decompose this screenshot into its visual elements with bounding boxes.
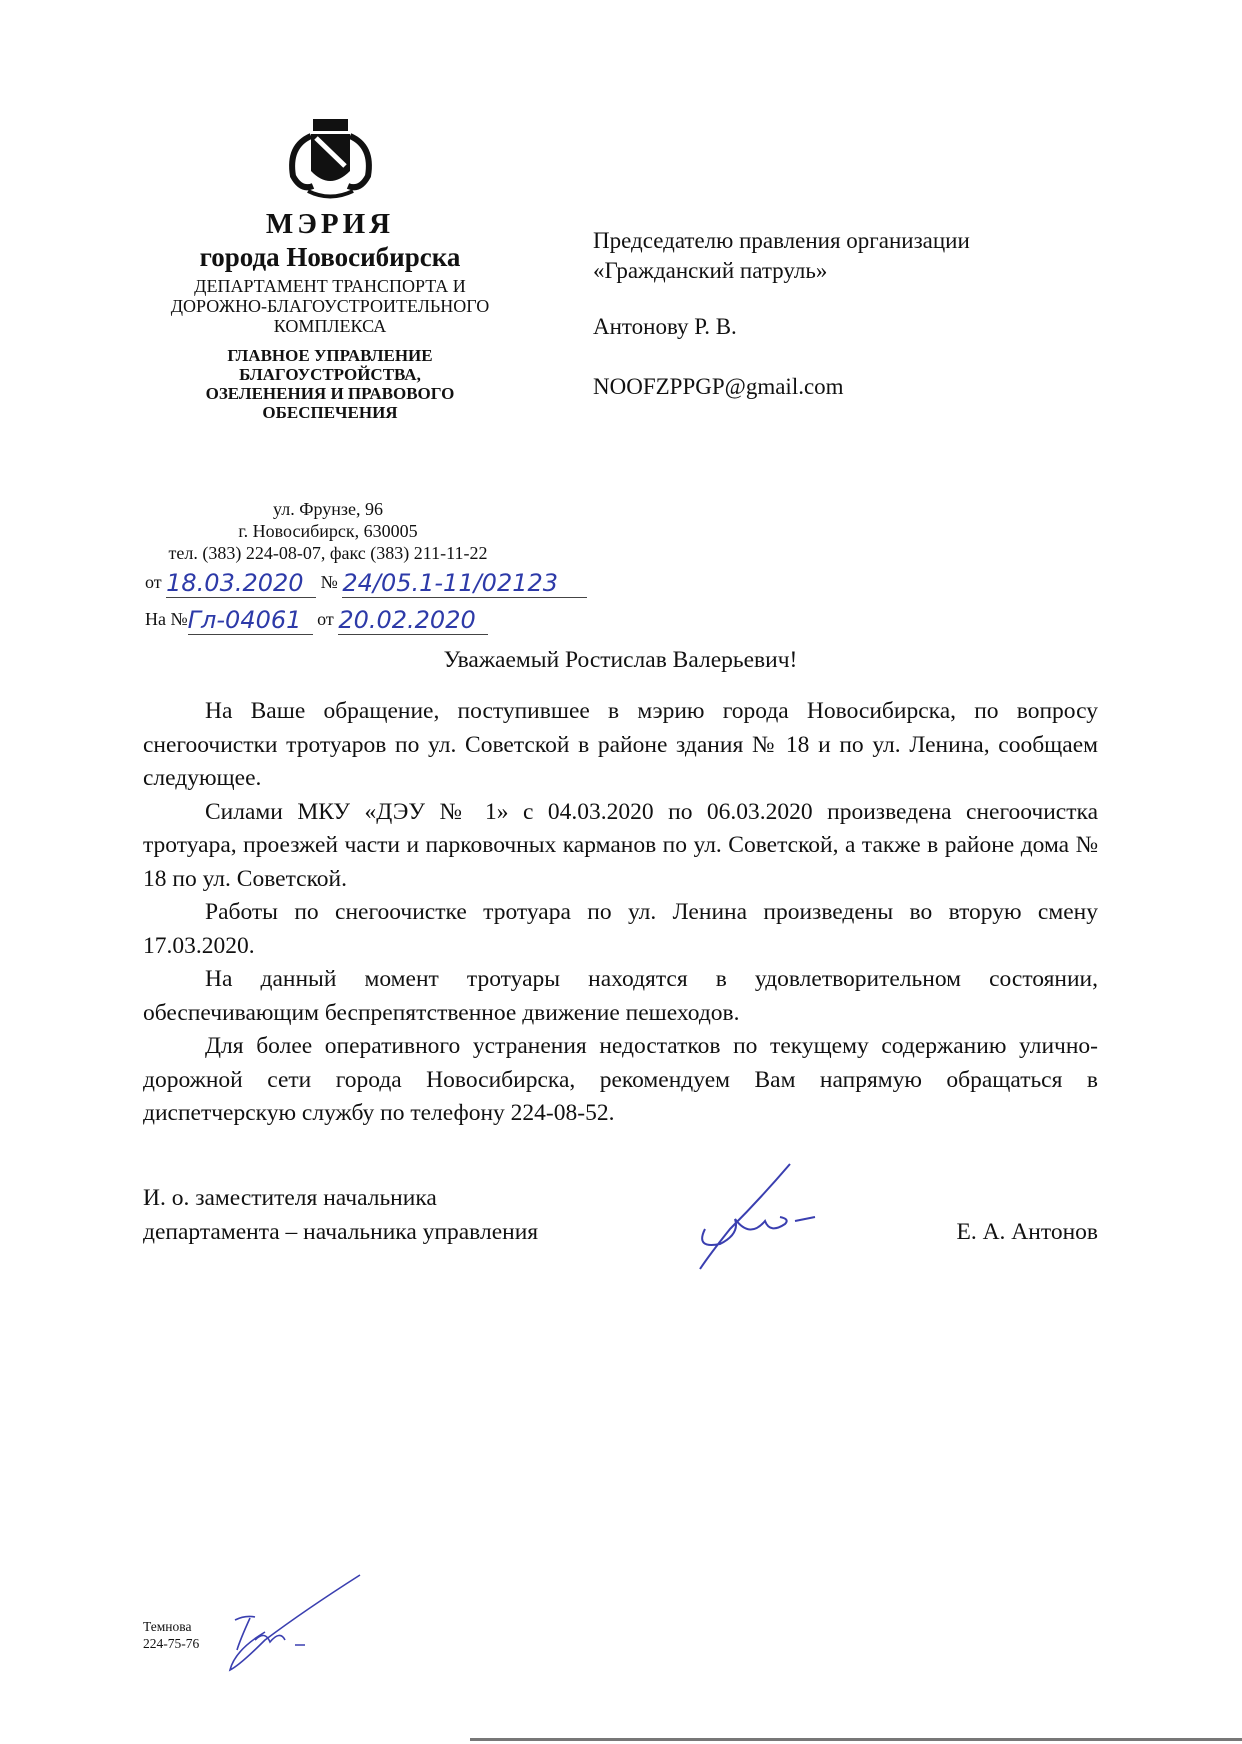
division-name [130,346,530,422]
reference-number: Гл-04061 [188,606,313,635]
paragraph: Силами МКУ «ДЭУ № 1» с 04.03.2020 по 06.03.2020 произведена снегоочистка тротуара, проезжей части и парковочных карманов по ул. Советской, а также в районе дома № 18 по ул. Советской. [143,798,1098,892]
division-line: ОБЕСПЕЧЕНИЯ [262,403,398,422]
city-name: города Новосибирска [199,242,461,272]
signatory-title-line: департамента – начальника управления [143,1218,539,1245]
address-street: ул. Фрунзе, 96 [273,499,383,519]
executor-block [143,1618,199,1652]
recipient-block [593,226,970,402]
department-line: ДОРОЖНО-БЛАГОУСТРОИТЕЛЬНОГО [170,296,490,316]
outgoing-date: 18.03.2020 [166,569,316,598]
reference-line [145,603,488,635]
outgoing-number: 24/05.1-11/02123 [342,569,587,598]
recipient-organization: «Гражданский патруль» [593,258,828,283]
signature-block [143,1181,1098,1291]
address-block [118,498,538,564]
scan-edge-line [470,1738,1242,1741]
handwritten-signature [690,1159,830,1279]
paragraph: Работы по снегоочистке тротуара по ул. Ленина произведены во вторую смену 17.03.2020. [143,899,1098,959]
letter-content [143,645,1098,1291]
paragraph: На данный момент тротуары находятся в удовлетворительном состоянии, обеспечивающим беспрепятственное движение пешеходов. [143,966,1098,1026]
paragraph: Для более оперативного устранения недостатков по текущему содержанию улично-дорожной сети города Новосибирска, рекомендуем Вам напрямую обращаться в диспетчерскую службу по телефону 224-08-52. [143,1033,1098,1126]
division-line: ГЛАВНОЕ УПРАВЛЕНИЕ [227,346,433,365]
coat-of-arms-logo [283,116,378,204]
greeting: Уважаемый Ростислав Валерьевич! [443,647,798,673]
recipient-position: Председателю правления организации [593,228,970,253]
signatory-title-line: И. о. заместителя начальника [143,1184,437,1211]
org-name: МЭРИЯ [265,208,395,240]
signatory-name: Е. А. Антонов [956,1218,1098,1245]
recipient-email: NOOFZPPGP@gmail.com [593,374,844,399]
executor-phone: 224-75-76 [143,1636,200,1651]
department-line: КОМПЛЕКСА [273,316,387,336]
reference-date: 20.02.2020 [338,606,488,635]
reference-label: На № [145,609,188,629]
executor-signature [225,1570,375,1680]
signatory-title [143,1181,1098,1249]
from-label: от [145,572,162,592]
department-name [130,276,530,336]
address-phone: тел. (383) 224-08-07, факс (383) 211-11-22 [168,543,488,563]
recipient-name: Антонову Р. В. [593,314,737,339]
number-label: № [320,572,338,592]
letter-body [143,695,1098,1131]
paragraph: На Ваше обращение, поступившее в мэрию города Новосибирска, по вопросу снегоочистки тротуаров по ул. Советской в районе здания № 18 и по ул. Ленина, сообщаем следующее. [143,698,1098,791]
division-line: ОЗЕЛЕНЕНИЯ И ПРАВОВОГО [205,384,455,403]
reference-from-label: от [317,609,334,629]
registration-line [145,566,587,598]
address-city: г. Новосибирск, 630005 [238,521,418,541]
department-line: ДЕПАРТАМЕНТ ТРАНСПОРТА И [194,276,466,296]
executor-name: Темнова [143,1619,192,1634]
division-line: БЛАГОУСТРОЙСТВА, [239,365,421,384]
